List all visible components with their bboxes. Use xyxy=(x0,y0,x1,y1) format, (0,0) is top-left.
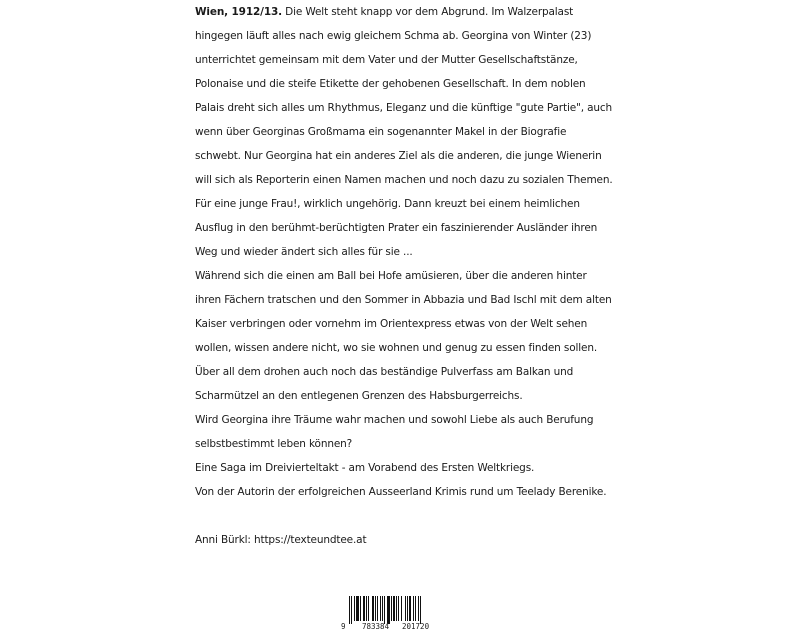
barcode-digit-first: 9 xyxy=(341,622,346,631)
intro-paragraph xyxy=(195,0,615,264)
barcode-graphic xyxy=(340,596,450,632)
society-paragraph: Während sich die einen am Ball bei Hofe amüsieren, über die anderen hinter ihren Fächern tratschen und den Sommer in Abbazia und Bad Ischl mit dem alten Kaiser verbringen oder vornehm im Orientexpress etwas von der Welt sehen wollen, wissen andere nicht, wo sie wohnen und genug zu essen finden sollen. Über all dem drohen auch noch das beständige Pulverfass am Balkan und Scharmützel an den entlegenen Grenzen des Habsburgerreichs. xyxy=(195,270,612,402)
question-paragraph: Wird Georgina ihre Träume wahr machen und sowohl Liebe als auch Berufung selbstbestimmt leben können? xyxy=(195,414,594,450)
isbn-barcode xyxy=(340,596,450,632)
place-date-lead: Wien, 1912/13. xyxy=(195,6,282,18)
saga-tagline: Eine Saga im Dreivierteltakt - am Vorabend des Ersten Weltkriegs. xyxy=(195,462,535,474)
barcode-bars xyxy=(349,596,421,624)
barcode-digits-right: 201720 xyxy=(402,622,430,631)
back-cover-blurb xyxy=(195,0,615,552)
author-website-line: Anni Bürkl: https://texteundtee.at xyxy=(195,534,367,546)
author-credits: Von der Autorin der erfolgreichen Ausseerland Krimis rund um Teelady Berenike. xyxy=(195,486,607,498)
intro-text: Die Welt steht knapp vor dem Abgrund. Im Walzerpalast hingegen läuft alles nach ewig gleichem Schma ab. Georgina von Winter (23) unterrichtet gemeinsam mit dem Vater und der Mutter Gesellschaftstänze, Polonaise und die steife Etikette der gehobenen Gesellschaft. In dem noblen Palais dreht sich alles um Rhythmus, Eleganz und die künftige "gute Partie", auch wenn über Georginas Großmama ein sogenannter Makel in der Biografie schwebt. Nur Georgina hat ein anderes Ziel als die anderen, die junge Wienerin will sich als Reporterin einen Namen machen und noch dazu zu sozialen Themen. Für eine junge Frau!, wirklich ungehörig. Dann kreuzt bei einem heimlichen Ausflug in den berühmt-berüchtigten Prater ein faszinierender Ausländer ihren Weg und wieder ändert sich alles für sie ... xyxy=(195,6,613,258)
spacer xyxy=(195,504,615,528)
barcode-digits-left: 783384 xyxy=(362,622,390,631)
